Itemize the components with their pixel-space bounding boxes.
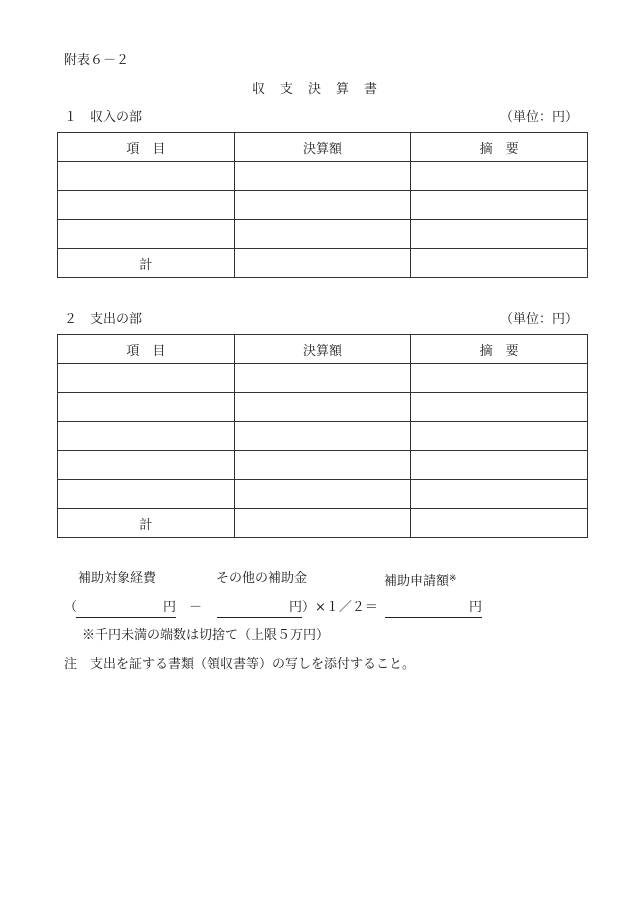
table-cell[interactable]: [234, 509, 411, 538]
table-row: [58, 364, 588, 393]
table-cell[interactable]: [58, 393, 235, 422]
table-header-row: [58, 133, 588, 162]
table-row: [58, 220, 588, 249]
table-header-row: [58, 335, 588, 364]
total-row: [58, 509, 588, 538]
label-request-amount: [384, 571, 457, 590]
table-cell[interactable]: [234, 249, 411, 278]
table-cell[interactable]: [234, 162, 411, 191]
table-cell[interactable]: [234, 364, 411, 393]
table-row: [58, 191, 588, 220]
label-other-subsidies: その他の補助金: [216, 571, 308, 586]
table-cell[interactable]: [58, 480, 235, 509]
income-section-label: １ 収入の部: [64, 110, 143, 125]
table-row: [58, 393, 588, 422]
total-label: 計: [58, 249, 235, 278]
table-cell[interactable]: [234, 480, 411, 509]
label-request-text: 補助申請額: [384, 574, 450, 589]
table-cell[interactable]: [234, 393, 411, 422]
note: 注 支出を証する書類（領収書等）の写しを添付すること。: [64, 657, 416, 672]
table-cell[interactable]: [411, 509, 588, 538]
table-cell[interactable]: [411, 393, 588, 422]
column-header-remarks: 摘 要: [411, 335, 588, 364]
total-label: 計: [58, 509, 235, 538]
table-cell[interactable]: [411, 364, 588, 393]
table-cell[interactable]: [58, 422, 235, 451]
table-cell[interactable]: [58, 364, 235, 393]
other-subsidies-field[interactable]: [217, 600, 302, 618]
asterisk-mark: ※: [449, 574, 457, 584]
label-eligible-expenses: 補助対象経費: [78, 571, 157, 586]
yen-unit: 円: [288, 600, 302, 615]
table-cell[interactable]: [411, 162, 588, 191]
expense-section-label: ２ 支出の部: [64, 312, 143, 327]
column-header-item: 項 目: [58, 133, 235, 162]
column-header-amount: 決算額: [234, 335, 411, 364]
table-row: [58, 480, 588, 509]
table-cell[interactable]: [58, 191, 235, 220]
page-title: 収 支 決 算 書: [251, 82, 378, 97]
table-id: 附表６－２: [64, 53, 130, 68]
income-table: [57, 132, 588, 278]
open-paren: （: [64, 600, 78, 615]
table-cell[interactable]: [411, 480, 588, 509]
column-header-remarks: 摘 要: [411, 133, 588, 162]
table-cell[interactable]: [234, 451, 411, 480]
multiply-half: ）×１／２＝: [302, 600, 378, 615]
table-cell[interactable]: [234, 220, 411, 249]
table-row: [58, 162, 588, 191]
table-cell[interactable]: [234, 191, 411, 220]
total-row: [58, 249, 588, 278]
eligible-expenses-field[interactable]: [76, 600, 176, 618]
table-row: [58, 451, 588, 480]
table-cell[interactable]: [411, 451, 588, 480]
yen-unit: 円: [468, 600, 482, 615]
expense-table: [57, 334, 588, 538]
yen-unit: 円: [162, 600, 176, 615]
column-header-amount: 決算額: [234, 133, 411, 162]
footnote: ※千円未満の端数は切捨て（上限５万円）: [82, 628, 330, 643]
table-cell[interactable]: [411, 249, 588, 278]
request-amount-field[interactable]: [385, 600, 482, 618]
expense-unit: （単位：円）: [499, 312, 578, 327]
table-row: [58, 422, 588, 451]
table-cell[interactable]: [234, 422, 411, 451]
table-cell[interactable]: [411, 191, 588, 220]
minus-sign: －: [189, 600, 203, 615]
table-cell[interactable]: [58, 220, 235, 249]
column-header-item: 項 目: [58, 335, 235, 364]
table-cell[interactable]: [58, 451, 235, 480]
table-cell[interactable]: [411, 220, 588, 249]
income-unit: （単位：円）: [499, 110, 578, 125]
table-cell[interactable]: [411, 422, 588, 451]
table-cell[interactable]: [58, 162, 235, 191]
